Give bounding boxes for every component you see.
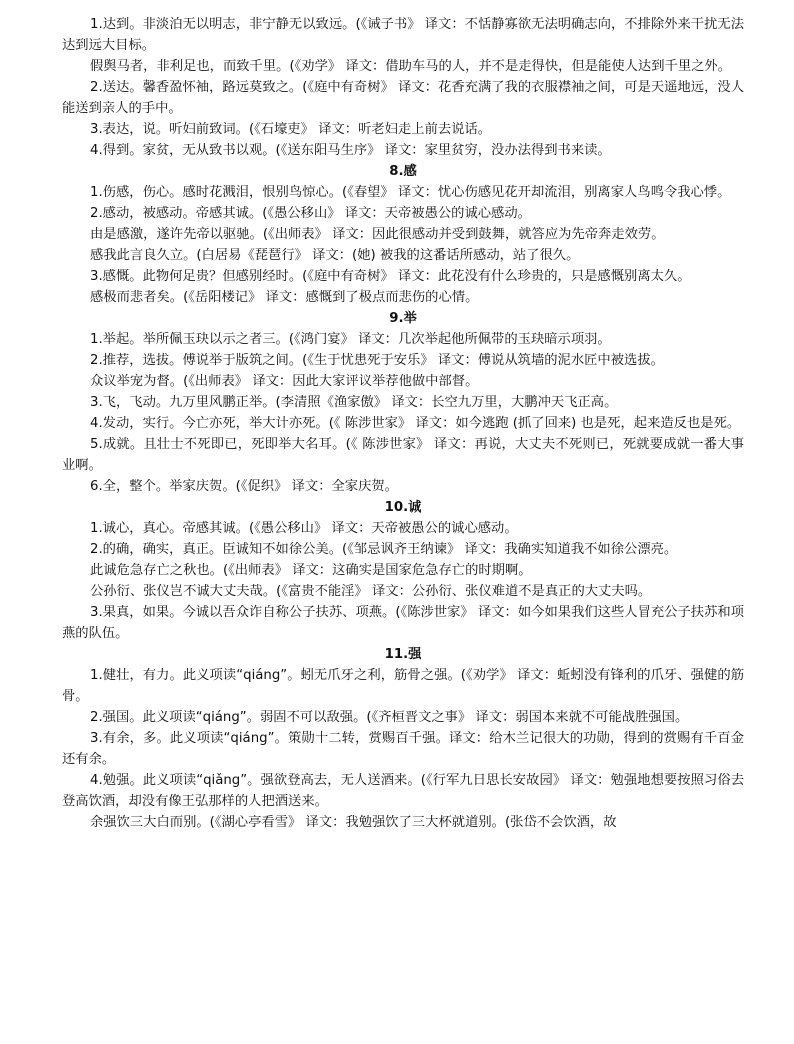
entry-paragraph: 3.有余，多。此义项读“qiáng”。策勋十二转，赏赐百千强。译文：给木兰记很大的功勋，得到的赏赐有千百金还有余。 bbox=[62, 731, 744, 767]
entry-paragraph: 6.全，整个。举家庆贺。(《促织》 译文：全家庆贺。 bbox=[90, 479, 398, 494]
entry-paragraph: 3.感慨。此物何足贵？但感别经时。(《庭中有奇树》 译文：此花没有什么珍贵的，只是感慨别离太久。 bbox=[90, 269, 691, 284]
entry-paragraph: 2.的确，确实，真正。臣诚知不如徐公美。(《邹忌讽齐王纳谏》 译文：我确实知道我不如徐公漂亮。 bbox=[90, 542, 678, 557]
entry-paragraph: 假舆马者，非利足也，而致千里。(《劝学》 译文：借助车马的人，并不是走得快，但是能使人达到千里之外。 bbox=[90, 59, 732, 74]
entry-paragraph: 感极而悲者矣。(《岳阳楼记》 译文：感慨到了极点而悲伤的心情。 bbox=[90, 290, 479, 305]
entry-paragraph: 4.勉强。此义项读“qiǎng”。强欲登高去，无人送酒来。(《行军九日思长安故园》 译文：勉强地想要按照习俗去登高饮酒，却没有像王弘那样的人把酒送来。 bbox=[62, 773, 744, 809]
section-heading: 10.诚 bbox=[384, 500, 422, 515]
entry-paragraph: 1.健壮，有力。此义项读“qiáng”。蚓无爪牙之利，筋骨之强。(《劝学》 译文：蚯蚓没有锋利的爪牙、强健的筋骨。 bbox=[62, 668, 744, 704]
entry-paragraph: 1.伤感，伤心。感时花溅泪，恨别鸟惊心。(《春望》 译文：忧心伤感见花开却流泪，别离家人鸟鸣令我心悸。 bbox=[90, 185, 731, 200]
entry-paragraph: 2.推荐，选拔。傅说举于版筑之间。(《生于忧患死于安乐》 译文：傅说从筑墙的泥水匠中被选拔。 bbox=[90, 353, 664, 368]
entry-paragraph: 公孙衍、张仪岂不诚大丈夫哉。(《富贵不能淫》 译文：公孙衍、张仪难道不是真正的大丈夫吗。 bbox=[90, 584, 652, 599]
section-heading: 11.强 bbox=[384, 647, 422, 662]
entry-paragraph: 2.强国。此义项读“qiáng”。弱固不可以敌强。(《齐桓晋文之事》 译文：弱国本来就不可能战胜强国。 bbox=[90, 710, 689, 725]
entry-paragraph: 1.举起。举所佩玉玦以示之者三。(《鸿门宴》 译文：几次举起他所佩带的玉玦暗示项羽。 bbox=[90, 332, 611, 347]
entry-paragraph: 1.达到。非淡泊无以明志，非宁静无以致远。(《诫子书》 译文：不恬静寡欲无法明确志向，不排除外来干扰无法达到远大目标。 bbox=[62, 17, 744, 53]
entry-paragraph: 此诚危急存亡之秋也。(《出师表》 译文：这确实是国家危急存亡的时期啊。 bbox=[90, 563, 532, 578]
entry-paragraph: 3.表达，说。听妇前致词。(《石壕吏》 译文：听老妇走上前去说话。 bbox=[90, 122, 492, 137]
section-heading: 8.感 bbox=[389, 164, 417, 179]
entry-paragraph: 4.得到。家贫，无从致书以观。(《送东阳马生序》 译文：家里贫穷，没办法得到书来读。 bbox=[90, 143, 611, 158]
entry-paragraph: 3.飞，飞动。九万里风鹏正举。(李清照《渔家傲》 译文：长空九万里，大鹏冲天飞正高。 bbox=[90, 395, 618, 410]
entry-paragraph: 感我此言良久立。(白居易《琵琶行》 译文：(她) 被我的这番话所感动，站了很久。 bbox=[90, 248, 580, 263]
section-heading: 9.举 bbox=[389, 311, 417, 326]
entry-paragraph: 3.果真，如果。今诚以吾众诈自称公子扶苏、项燕。(《陈涉世家》 译文：如今如果我们这些人冒充公子扶苏和项燕的队伍。 bbox=[62, 605, 744, 641]
entry-paragraph: 余强饮三大白而别。(《湖心亭看雪》 译文：我勉强饮了三大杯就道别。(张岱不会饮酒，故 bbox=[90, 815, 617, 830]
entry-paragraph: 众议举宠为督。(《出师表》 译文：因此大家评议举荐他做中部督。 bbox=[90, 374, 479, 389]
entry-paragraph: 1.诚心，真心。帝感其诚。(《愚公移山》 译文：天帝被愚公的诚心感动。 bbox=[90, 521, 518, 536]
entry-paragraph: 2.感动，被感动。帝感其诚。(《愚公移山》 译文：天帝被愚公的诚心感动。 bbox=[90, 206, 531, 221]
entry-paragraph: 4.发动，实行。今亡亦死，举大计亦死。(《 陈涉世家》 译文：如今逃跑 (抓了回来) 也是死，起来造反也是死。 bbox=[90, 416, 741, 431]
entry-paragraph: 由是感激，遂许先帝以驱驰。(《出师表》 译文：因此很感动并受到鼓舞，就答应为先帝奔走效劳。 bbox=[90, 227, 665, 242]
entry-paragraph: 2.送达。馨香盈怀袖，路远莫致之。(《庭中有奇树》 译文：花香充满了我的衣服襟袖之间，可是天遥地远，没人能送到亲人的手中。 bbox=[62, 80, 744, 116]
entry-paragraph: 5.成就。且壮士不死即已，死即举大名耳。(《 陈涉世家》 译文：再说，大丈夫不死则已，死就要成就一番大事业啊。 bbox=[62, 437, 744, 473]
